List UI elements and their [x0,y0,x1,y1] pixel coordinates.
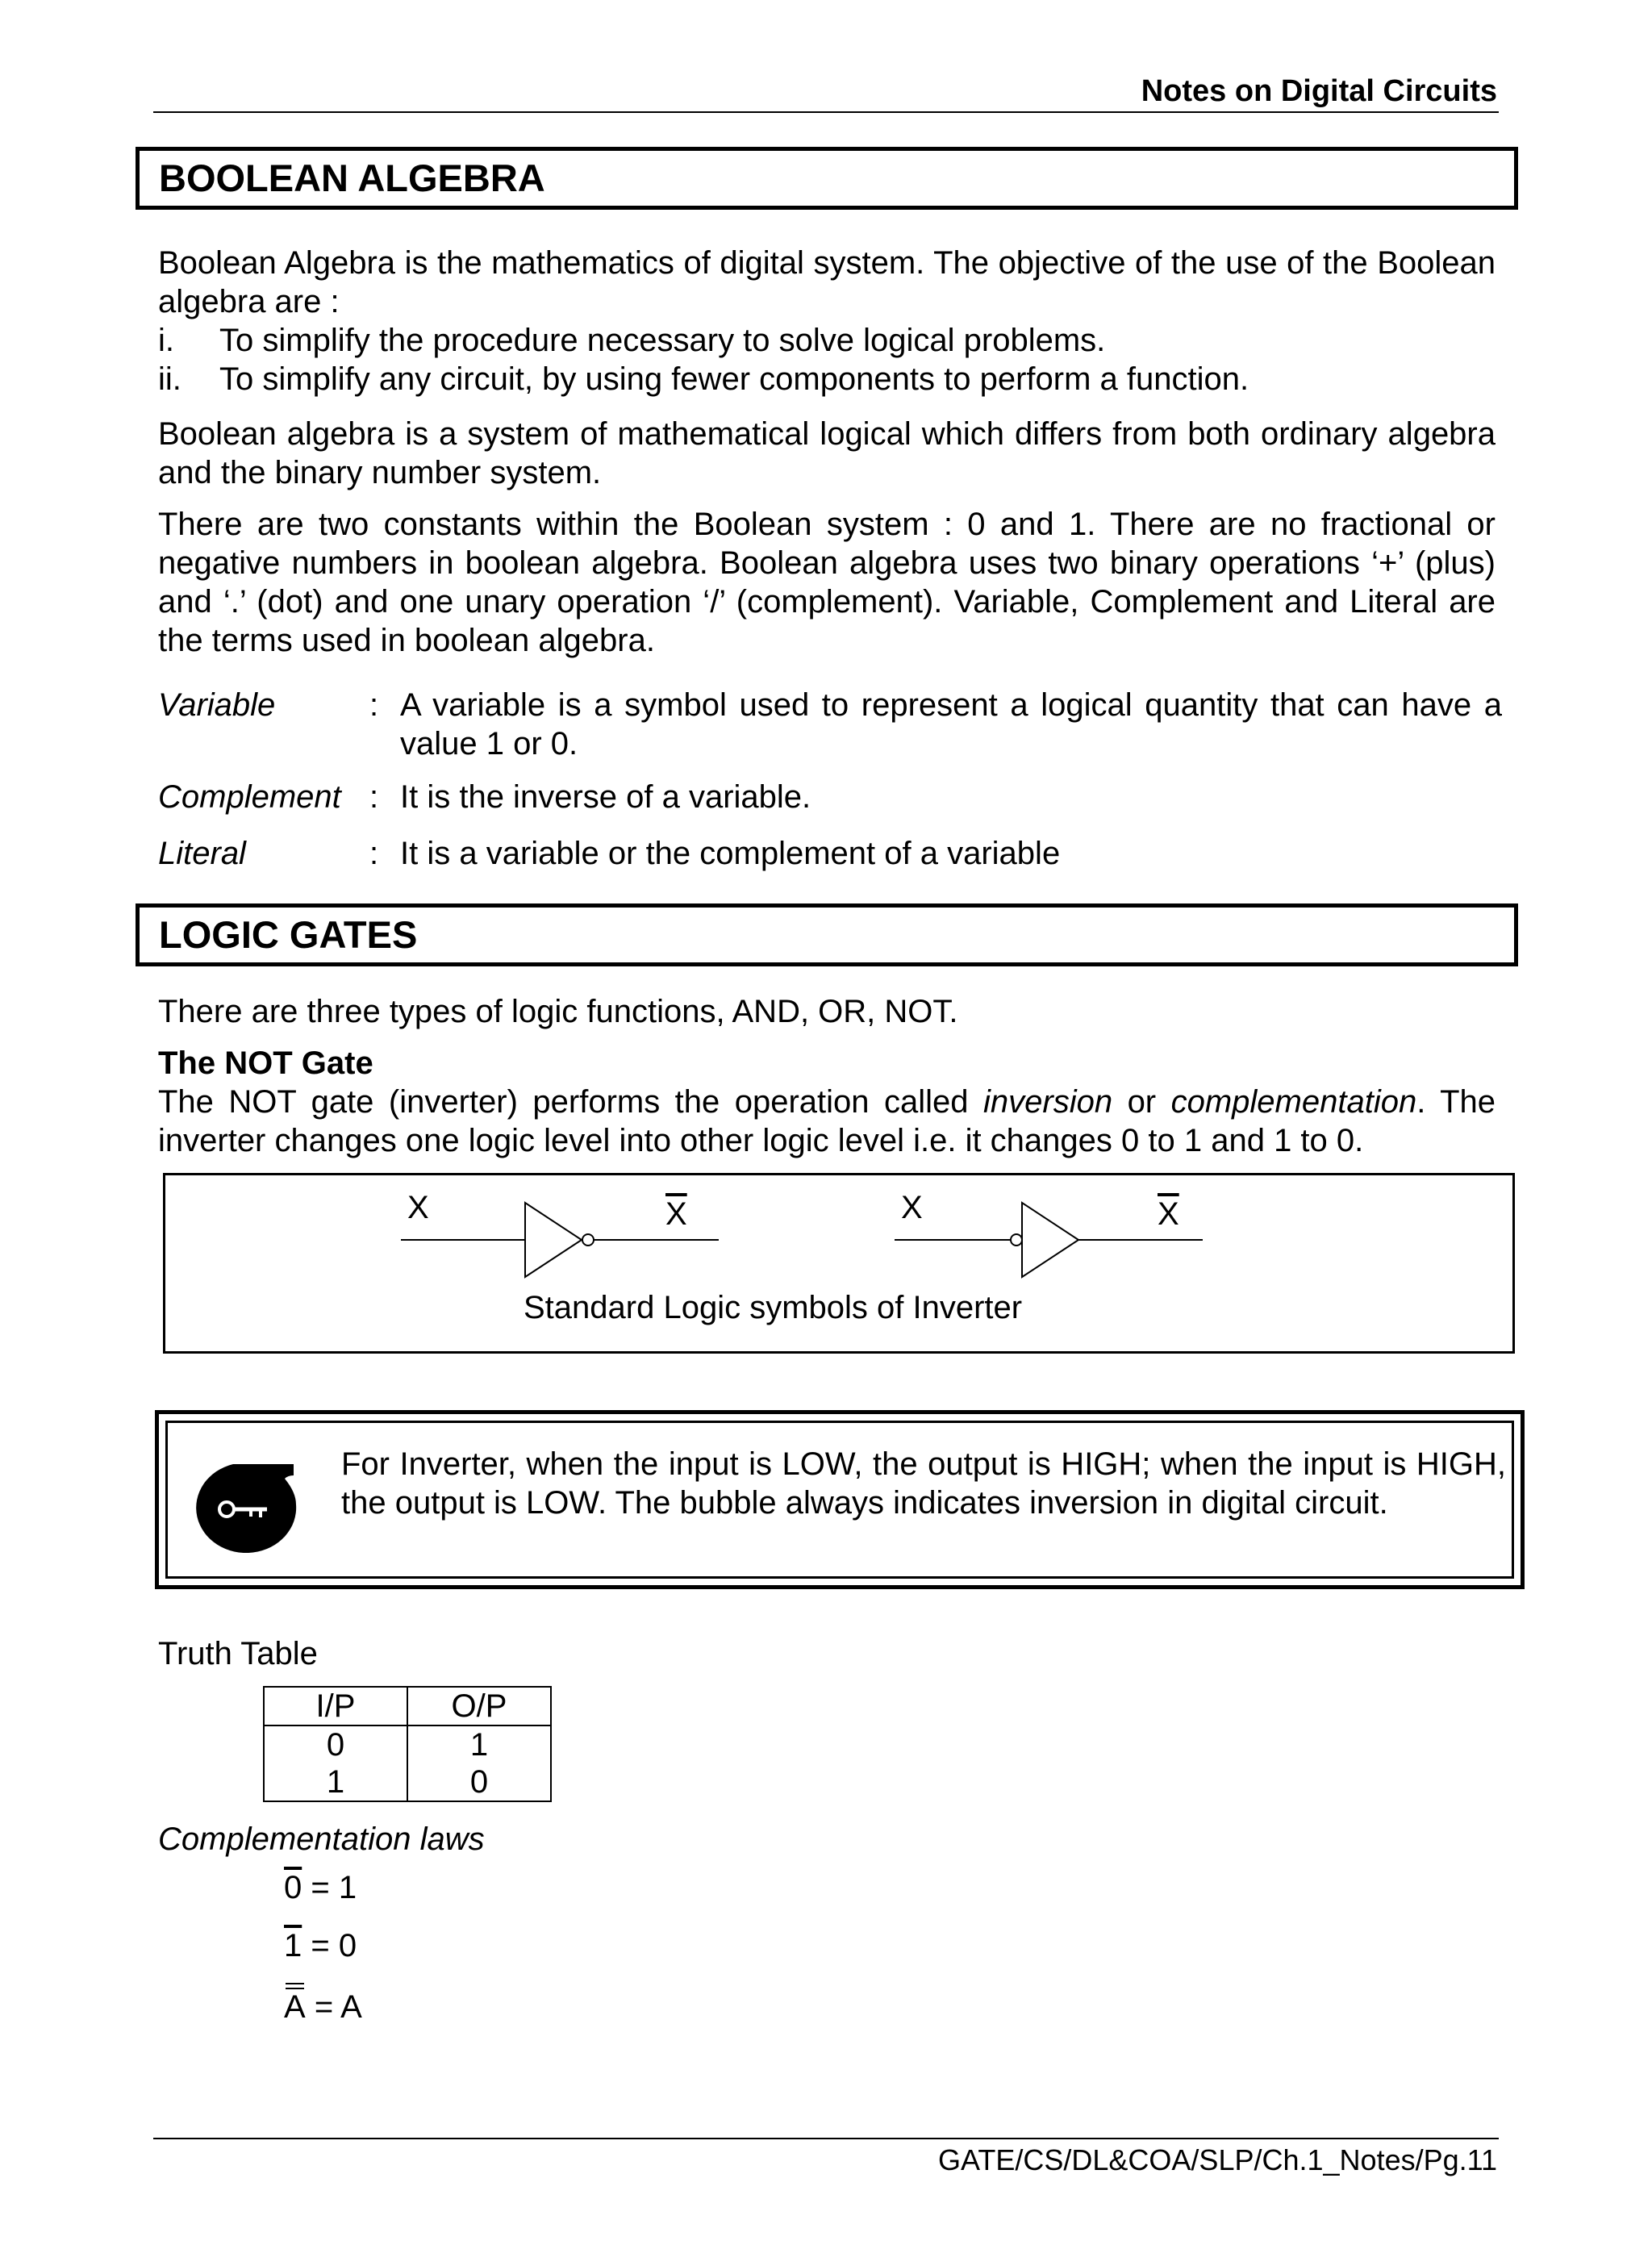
table-row [264,1725,551,1763]
definition-colon: : [369,779,379,815]
truth-table-cell: 0 [407,1763,551,1801]
law-rhs: 1 [338,1870,357,1905]
boolean-system-paragraph: Boolean algebra is a system of mathematical logical which differs from both ordinary algebra and the binary number system. [158,416,1496,490]
header-rule [153,111,1499,113]
complementation-laws-title: Complementation laws [158,1821,485,1857]
law-equals: = [311,1870,330,1905]
list-item-i: To simplify the procedure necessary to solve logical problems. [219,323,1106,358]
list-item-ii: To simplify any circuit, by using fewer components to perform a function. [219,361,1249,397]
truth-table [263,1686,552,1802]
inverter1-output-label: $\overline{X}$ [665,1196,687,1232]
table-row [264,1763,551,1801]
truth-table-cell: 1 [407,1725,551,1763]
not-gate-description: The NOT gate (inverter) performs the operation called inversion or complementation. The inverter changes one logic level into other logic level i.e. it changes 0 to 1 and 1 to 0. [158,1084,1496,1158]
law-lhs: 1 [284,1928,302,1963]
inverter2-input-label: X [901,1190,923,1225]
inverter2-output-label: $\overline{X}$ [1158,1196,1179,1232]
inverter1-input-label: X [407,1190,429,1225]
law-lhs: 0 [284,1870,302,1905]
key-note-text: For Inverter, when the input is LOW, the output is HIGH; when the input is HIGH, the output is LOW. The bubble always indicates inversion in digital circuit. [341,1446,1506,1521]
truth-table-cell: 0 [264,1725,407,1763]
definition-term-literal: Literal [158,836,246,871]
complementation-law-3 [284,1989,362,2026]
law-equals: = [311,1928,330,1963]
truth-table-header-row [264,1687,551,1725]
boolean-constants-paragraph: There are two constants within the Boolean system : 0 and 1. There are no fractional or negative numbers in boolean algebra. Boolean algebra uses two binary operations ‘+’ (plus) and ‘.’ (dot) and one unary operation ‘/’ (complement). Variable, Complement and Literal are the terms used in boolean algebra. [158,507,1496,658]
inverter-figure-caption: Standard Logic symbols of Inverter [524,1290,1023,1325]
key-note-box [155,1410,1525,1589]
footer-rule [153,2138,1499,2139]
definition-colon: : [369,836,379,871]
inverter-symbol-input-bubble [895,1203,1203,1277]
section-heading-logic-gates: LOGIC GATES [136,903,1518,966]
definition-desc-complement: It is the inverse of a variable. [400,779,811,815]
definition-term-complement: Complement [158,779,341,815]
key-icon [193,1456,306,1553]
footer-page-ref: GATE/CS/DL&COA/SLP/Ch.1_Notes/Pg.11 [938,2143,1497,2176]
law-lhs: A [284,1989,306,2025]
truth-table-cell: 1 [264,1763,407,1801]
definition-term-variable: Variable [158,687,276,723]
inverter-figure-box [163,1173,1515,1354]
definition-colon: : [369,687,379,723]
complementation-law-1 [284,1870,357,1906]
running-header-title: Notes on Digital Circuits [1141,74,1497,108]
complementation-law-2 [284,1928,357,1964]
definition-desc-literal: It is a variable or the complement of a variable [400,836,1061,871]
definition-desc-variable: A variable is a symbol used to represent a logical quantity that can have a value 1 or 0. [400,687,1502,762]
section-heading-boolean-algebra: BOOLEAN ALGEBRA [136,147,1518,210]
list-marker-i: i. [158,323,174,358]
logic-functions-intro: There are three types of logic functions, AND, OR, NOT. [158,994,958,1029]
boolean-intro-paragraph: Boolean Algebra is the mathematics of digital system. The objective of the use of the Boolean algebra are : [158,245,1496,319]
law-rhs: A [340,1989,362,2025]
truth-table-header-ip: I/P [264,1687,407,1725]
not-gate-subheading: The NOT Gate [158,1045,373,1081]
law-rhs: 0 [338,1928,357,1963]
law-equals: = [314,1989,334,2025]
truth-table-label: Truth Table [158,1636,318,1671]
truth-table-header-op: O/P [407,1687,551,1725]
list-marker-ii: ii. [158,361,181,397]
